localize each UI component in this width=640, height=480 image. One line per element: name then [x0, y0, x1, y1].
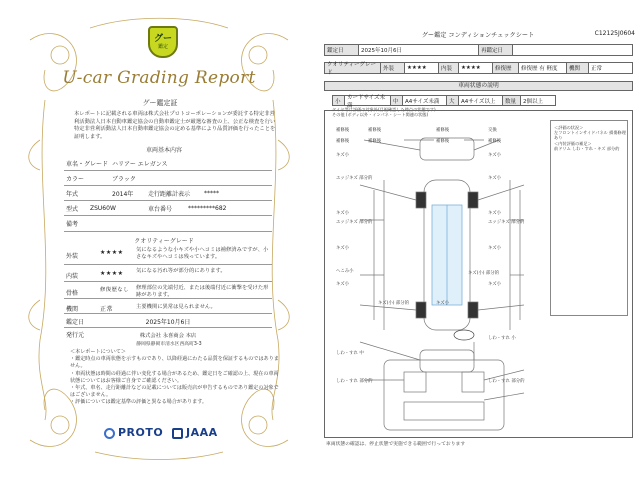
- steering-wheel-icon: [454, 330, 474, 340]
- grade-item: 内装: [439, 63, 459, 73]
- quality-stars: ★★★★: [100, 249, 124, 256]
- section-title: 車両状態の説明: [324, 81, 633, 91]
- wheel-fr: [468, 192, 478, 208]
- diagram-label: 補修後: [436, 128, 450, 133]
- badge-text-main: グー: [153, 34, 172, 44]
- grade-item: 機関: [567, 63, 589, 73]
- row-model: [64, 201, 272, 216]
- seat-front-left: [404, 372, 426, 392]
- scale-row: [332, 94, 556, 109]
- quality-desc: 主要機関に異常は見られません。: [136, 304, 216, 310]
- seat-front-right: [462, 372, 484, 392]
- quality-stars: ★★★★: [100, 270, 124, 277]
- evaluation-notes-box: [550, 120, 628, 316]
- sheet-title: グー鑑定 コンディションチェックシート: [421, 32, 535, 39]
- redate-value: [513, 45, 632, 55]
- scale-mid: 中: [391, 96, 403, 105]
- issuer-value: 株式会社 永喜商会 本店: [139, 332, 197, 339]
- scale-small: 小: [333, 96, 345, 105]
- badge-text-sub: 鑑定: [157, 44, 168, 50]
- date-label: 鑑定日: [66, 319, 85, 326]
- diagram-label: エッジキズ 部分的: [336, 176, 373, 181]
- evaluation-line: 左フロントインサイドパネル 損傷修理あり: [554, 130, 626, 141]
- diagram-label: 交換: [488, 128, 497, 133]
- diagram-label: 補修後: [488, 139, 502, 144]
- scale-large: 大: [447, 96, 459, 105]
- diagram-label: キズ小: [488, 246, 502, 251]
- car-name-label: 車名・グレード: [66, 160, 109, 168]
- row-car-name: [64, 156, 272, 171]
- grade-value: 修復歴 有 軽度: [519, 63, 567, 73]
- car-right-side: [510, 180, 520, 330]
- wheel-rr: [468, 302, 478, 318]
- redate-label: 再鑑定日: [479, 45, 513, 55]
- issuer-address: 静岡県静岡市清水区西高町3-3: [136, 342, 202, 347]
- diagram-label: キズ小: [336, 282, 350, 287]
- quality-label: 機関: [66, 306, 79, 313]
- model-value: ZSU60W: [90, 204, 116, 212]
- quality-row-frame: [64, 283, 272, 299]
- row-year: [64, 186, 272, 201]
- vehicle-caption: 車両基本内容: [145, 147, 182, 154]
- car-left-side: [374, 180, 384, 330]
- diagram-label: へこみ小: [336, 269, 354, 274]
- mileage-value: *****: [204, 189, 219, 197]
- wheel-fl: [416, 192, 426, 208]
- diagram-label: エッジキズ 部分的: [488, 220, 525, 225]
- scale-note-1: タイヤ等は評価の対象外(目視確認した時点の状態です): [332, 107, 436, 112]
- diagram-label: 補修後: [336, 139, 350, 144]
- quality-stars: 修復歴なし: [100, 287, 129, 293]
- quality-row-interior: [64, 266, 272, 282]
- diagram-label: 補修後: [336, 128, 350, 133]
- evaluation-notes: [554, 125, 626, 151]
- car-name-value: ハリアー エレガンス: [112, 160, 168, 168]
- diagram-label: しわ・すれ 中: [336, 351, 364, 356]
- diagram-label: しわ・すれ 部分的: [336, 379, 373, 384]
- issuer-label: 発行元: [66, 332, 85, 339]
- seat-rear: [404, 402, 484, 420]
- evaluation-title: ＜評価の状況＞: [554, 125, 584, 130]
- year-value: 2014年: [112, 190, 134, 198]
- scale-count-desc: 2個以上: [523, 98, 543, 105]
- certificate-intro: 本レポートに記載される車両は株式会社プロトコーポレーションが委託する特定非営利活動法人日本自動車鑑定協会の自動車鑑定士が厳選な審査の上、公正な検査を行い特定非営利活動法人日本自動車鑑定協会の定める基準により品質評価を行ったことを証明します。: [74, 111, 276, 140]
- goo-kantei-badge: [148, 26, 178, 58]
- evaluation-line: ＜内装評価の補足＞: [554, 140, 592, 146]
- quality-caption: クオリティーグレード: [134, 238, 194, 245]
- diagram-label: キズ小: [336, 153, 350, 158]
- note-line: ・鑑定時点の車両状態を示すものであり、以降経過にわたる品質を保証するものではありません。: [70, 356, 279, 370]
- quality-desc: 気になるような小キズや小へコミは補修済みですが、小さなキズやへコミは残っています。: [136, 247, 269, 260]
- evaluation-line: 前ドリム しわ・すれ・キズ 部分的: [554, 145, 620, 151]
- diagram-label: キズ小: [436, 301, 450, 306]
- diagram-label: キズ小: [336, 246, 350, 251]
- diagram-label: キズ小: [488, 153, 502, 158]
- chassis-value: *********682: [188, 204, 227, 212]
- date-value: 2025年10月6日: [359, 45, 479, 55]
- footer-note: 車両状態の確認は、停止状態で実施できる範囲で行っております: [326, 442, 466, 447]
- grading-report-certificate: [0, 0, 318, 480]
- jaaa-logo-icon: [172, 428, 183, 439]
- quality-label: 骨格: [66, 290, 79, 297]
- date-row: [324, 44, 633, 56]
- sheet-code: C12125J0604: [594, 30, 635, 37]
- year-label: 年式: [66, 190, 79, 198]
- scale-large-desc: A4サイズ以上: [459, 96, 503, 105]
- date-label: 鑑定日: [325, 45, 359, 55]
- remarks-label: 備考: [66, 221, 79, 228]
- proto-logo: PROTO: [118, 426, 164, 439]
- diagram-label: 補修後: [368, 139, 382, 144]
- grade-value: ★★★★: [405, 63, 439, 73]
- chassis-label: 車台番号: [148, 205, 173, 213]
- row-date: [64, 316, 272, 328]
- car-rear-view: [420, 350, 474, 372]
- grade-value: ★★★★: [459, 63, 493, 73]
- condition-check-sheet: [318, 0, 640, 480]
- grade-item: 修復歴: [493, 63, 519, 73]
- jaaa-logo: JAAA: [186, 426, 218, 439]
- note-line: ・年式、車名、走行距離計などの記載については販売店が申告するものであり鑑定の対象ではございません。: [70, 385, 279, 399]
- row-issuer: [64, 329, 272, 340]
- row-remarks: [64, 216, 272, 232]
- diagram-label: キズ(小) 部分的: [378, 301, 410, 306]
- diagram-label: しわ・すれ 小: [488, 336, 516, 341]
- diagram-label: しわ・すれ 部分的: [488, 379, 525, 384]
- notes-title: ＜本レポートについて＞: [70, 349, 126, 355]
- row-color: [64, 171, 272, 186]
- quality-row-exterior: [64, 245, 272, 265]
- diagram-label: キズ(小) 部分的: [468, 271, 500, 276]
- car-interior-view: [384, 360, 504, 430]
- scale-count: 数量: [503, 96, 521, 105]
- quality-desc: 気になる汚れ等が部分的にあります。: [136, 268, 226, 274]
- color-label: カラー: [66, 175, 85, 183]
- grade-row: [324, 62, 633, 74]
- wheel-rl: [416, 302, 426, 318]
- color-value: ブラック: [112, 175, 136, 183]
- scale-note-2: その他 (ボディ以外・インパネ・シート関連の状態): [332, 112, 429, 118]
- mileage-label: 走行距離計表示: [148, 190, 191, 198]
- quality-stars: 正常: [100, 306, 114, 313]
- diagram-label: 補修後: [436, 139, 450, 144]
- scale-mid-desc: A4サイズ未満: [403, 96, 447, 105]
- diagram-label: エッジキズ 部分的: [336, 220, 373, 225]
- diagram-label: 補修後: [368, 128, 382, 133]
- diagram-label: キズ小: [488, 282, 502, 287]
- grade-item: 外装: [381, 63, 405, 73]
- quality-row-engine: [64, 300, 272, 314]
- grade-label: クオリティーグレード: [325, 63, 381, 73]
- note-line: ・評価については鑑定基準の評価と異なる場合があります。: [70, 399, 208, 406]
- quality-desc: 修理部位の先端付近、または後端付近に衝撃を受けた形跡があります。: [136, 285, 269, 298]
- model-label: 型式: [66, 205, 79, 213]
- report-title: U-car Grading Report: [62, 68, 256, 88]
- report-notes: [70, 349, 280, 407]
- diagram-label: キズ小: [488, 176, 502, 181]
- grade-value: 正常: [591, 66, 603, 72]
- quality-label: 外装: [66, 253, 79, 260]
- certificate-name: グー鑑定証: [142, 99, 178, 107]
- scale-small-desc: カードサイズ未満: [345, 96, 391, 105]
- note-line: ・車両状態は時間の経過に伴い変化する場合があるため、鑑定日をご確認の上、現在の車両状態についてはお客様ご自身でご確認ください。: [70, 370, 279, 384]
- proto-logo-icon: [104, 428, 115, 439]
- diagram-label: キズ小: [336, 211, 350, 216]
- date-value: 2025年10月6日: [145, 319, 191, 326]
- quality-label: 内装: [66, 273, 79, 280]
- diagram-label: キズ小: [488, 211, 502, 216]
